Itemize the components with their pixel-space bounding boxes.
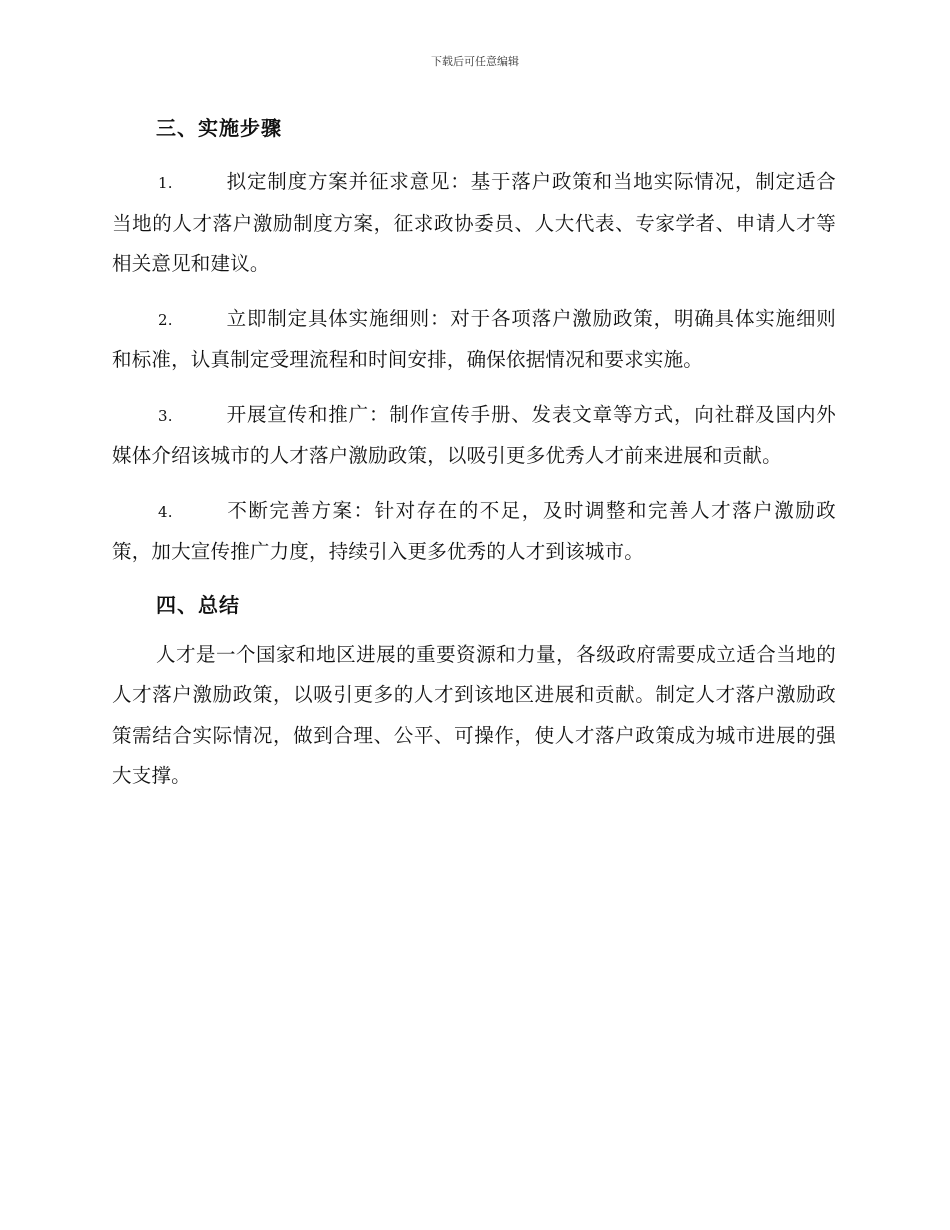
step-text: 拟定制度方案并征求意见：基于落户政策和当地实际情况，制定适合当地的人才落户激励制度方案，征求政协委员、人大代表、专家学者、申请人才等相关意见和建议。 bbox=[112, 170, 836, 275]
section-heading-implementation-steps: 三、实施步骤 bbox=[156, 116, 282, 140]
step-text: 不断完善方案：针对存在的不足，及时调整和完善人才落户激励政策，加大宣传推广力度，持续引入更多优秀的人才到该城市。 bbox=[112, 498, 836, 563]
step-number: 1. bbox=[158, 174, 173, 192]
document-body bbox=[112, 108, 836, 797]
step-text: 立即制定具体实施细则：对于各项落户激励政策，明确具体实施细则和标准，认真制定受理流程和时间安排，确保依据情况和要求实施。 bbox=[112, 306, 836, 371]
step-item-4 bbox=[112, 491, 836, 573]
step-text: 开展宣传和推广：制作宣传手册、发表文章等方式，向社群及国内外媒体介绍该城市的人才落户激励政策，以吸引更多优秀人才前来进展和贡献。 bbox=[112, 402, 836, 467]
step-number: 4. bbox=[158, 502, 173, 521]
step-number: 2. bbox=[158, 310, 173, 329]
summary-paragraph: 人才是一个国家和地区进展的重要资源和力量，各级政府需要成立适合当地的人才落户激励政策，以吸引更多的人才到该地区进展和贡献。制定人才落户激励政策需结合实际情况，做到合理、公平、可操作，使人才落户政策成为城市进展的强大支撑。 bbox=[112, 642, 836, 787]
step-item-2 bbox=[112, 299, 836, 381]
page-header-note: 下载后可任意编辑 bbox=[431, 55, 519, 68]
step-number: 3. bbox=[158, 406, 173, 425]
step-item-3 bbox=[112, 395, 836, 477]
step-item-1 bbox=[112, 162, 836, 285]
section-heading-summary: 四、总结 bbox=[156, 592, 240, 617]
